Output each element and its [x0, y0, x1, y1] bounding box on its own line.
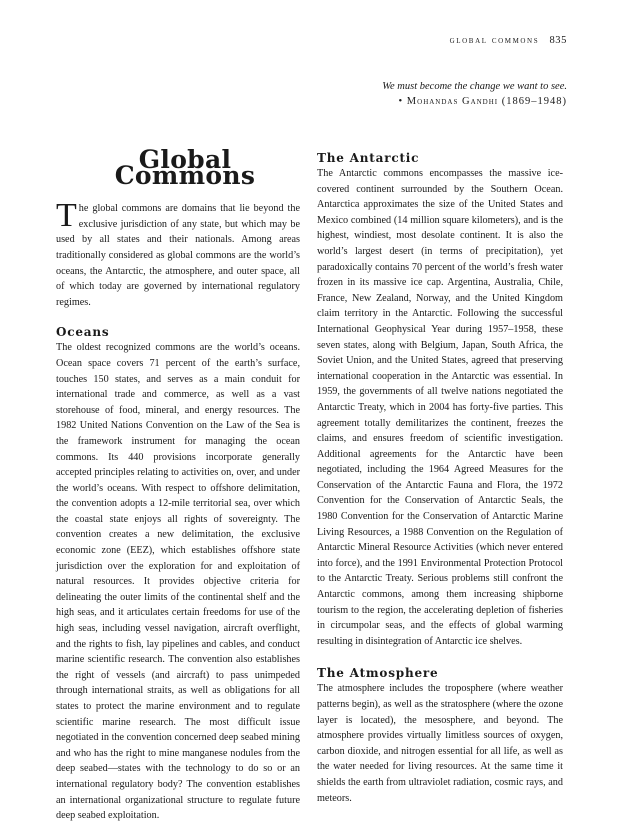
intro-text: he global commons are domains that lie beyond the exclusive jurisdiction of any state, but which may be used by all states and their nationals. Among areas traditionally considered as global commons are the world’s oceans, the Antarctic, the atmosphere, and outer space, all of which today are governed by international regulatory regimes.: [56, 203, 300, 308]
section-heading-oceans: Oceans: [56, 325, 110, 340]
atmosphere-paragraph: The atmosphere includes the troposphere (where weather patterns begin), as well as the stratosphere (where the ozone layer is located), the mesosphere, and beyond. The atmosphere provides virtually limitless sources of oxygen, carbon dioxide, and nitrogen essential for all life, as well as the water needed for living resources. At the same time it shields the earth from ultraviolet radiation, cosmic rays, and meteors.: [317, 683, 563, 804]
running-head: [450, 35, 567, 46]
section-heading-atmosphere: The Atmosphere: [317, 666, 439, 681]
running-head-title: global commons: [449, 35, 540, 46]
left-column: [56, 145, 300, 824]
section-heading-antarctic: The Antarctic: [317, 151, 420, 165]
epigraph-attribution: • Mohandas Gandhi (1869–1948): [398, 96, 567, 107]
right-column: [317, 150, 563, 806]
page-title: Global Commons: [114, 145, 256, 190]
drop-cap: T: [56, 197, 77, 235]
epigraph-quote: We must become the change we want to see.: [382, 81, 567, 92]
page-number: 835: [549, 35, 567, 46]
epigraph: [382, 79, 567, 109]
intro-paragraph: [56, 197, 300, 310]
oceans-paragraph: The oldest recognized commons are the world’s oceans. Ocean space covers 71 percent of the earth’s surface, touches 150 states, and serves as a main conduit for international trade and commerce, as well as a vast storehouse of food, mineral, and energy resources. The 1982 United Nations Convention on the Law of the Sea is the framework instrument for managing the ocean commons. Its 440 provisions incorporate generally accepted principles relating to activities on, over, and under the world’s oceans. With respect to offshore delimitation, the convention adopts a 12-mile territorial sea, over which the coastal state enjoys all rights of sovereignty. The convention creates a new delimitation, the exclusive economic zone (EEZ), which establishes offshore state jurisdiction over the exploration for and exploitation of natural resources. It provides objective criteria for delineating the outer limits of the continental shelf and the high seas, and it articulates certain freedoms for use of the high seas, including vessel navigation, aircraft overflight, and the rights to fish, lay pipelines and cables, and conduct marine scientific research. The convention also establishes the right of vessels (and aircraft) to pass unimpeded through international straits, as well as obligations for all states to protect the marine environment and to regulate scientific marine research. The most difficult issue negotiated in the convention concerned deep seabed mining and who has the right to mine manganese nodules from the deep seabed—states with the technology to do so or an international regulatory body? The convention establishes an international organizational structure to regulate future deep seabed exploitation.: [56, 342, 300, 822]
antarctic-paragraph: The Antarctic commons encompasses the massive ice-covered continent surrounded by the Southern Ocean. Antarctica approximates the size of the United States and Mexico combined (14 million square kilometers), and is the highest, windiest, most desolate continent. It is also the world’s largest desert (in terms of precipitation), yet paradoxically contains 70 percent of the world’s fresh water frozen in its massive ice cap. Argentina, Australia, Chile, France, New Zealand, Norway, and the United Kingdom claim territory in the Antarctic. Following the successful International Geophysical Year during 1957–1958, these seven states, along with Belgium, Japan, South Africa, the Soviet Union, and the United States, agreed that preserving international cooperation in the Antarctic was essential. In 1959, the governments of all twelve nations negotiated the Antarctic Treaty, which in 2004 has forty-five parties. This agreement totally demilitarizes the continent, freezes the claims, and ensures freedom of scientific investigation. Additional agreements for the Antarctic have been negotiated, including the 1964 Agreed Measures for the Conservation of the Antarctic Fauna and Flora, the 1972 Convention for the Conservation of Antarctic Seals, the 1980 Convention for the Conservation of Antarctic Marine Living Resources, a 1988 Convention on the Regulation of Antarctic Mineral Resource Activities (which never entered into force), and the 1991 Environmental Protection Protocol to the Antarctic Treaty. Serious problems still confront the Antarctic commons, among them increasing shipborne tourism to the region, the accelerating depletion of fisheries in circumpolar seas, and the effects of global warming resulting in disintegration of Antarctic ice shelves.: [317, 168, 563, 647]
